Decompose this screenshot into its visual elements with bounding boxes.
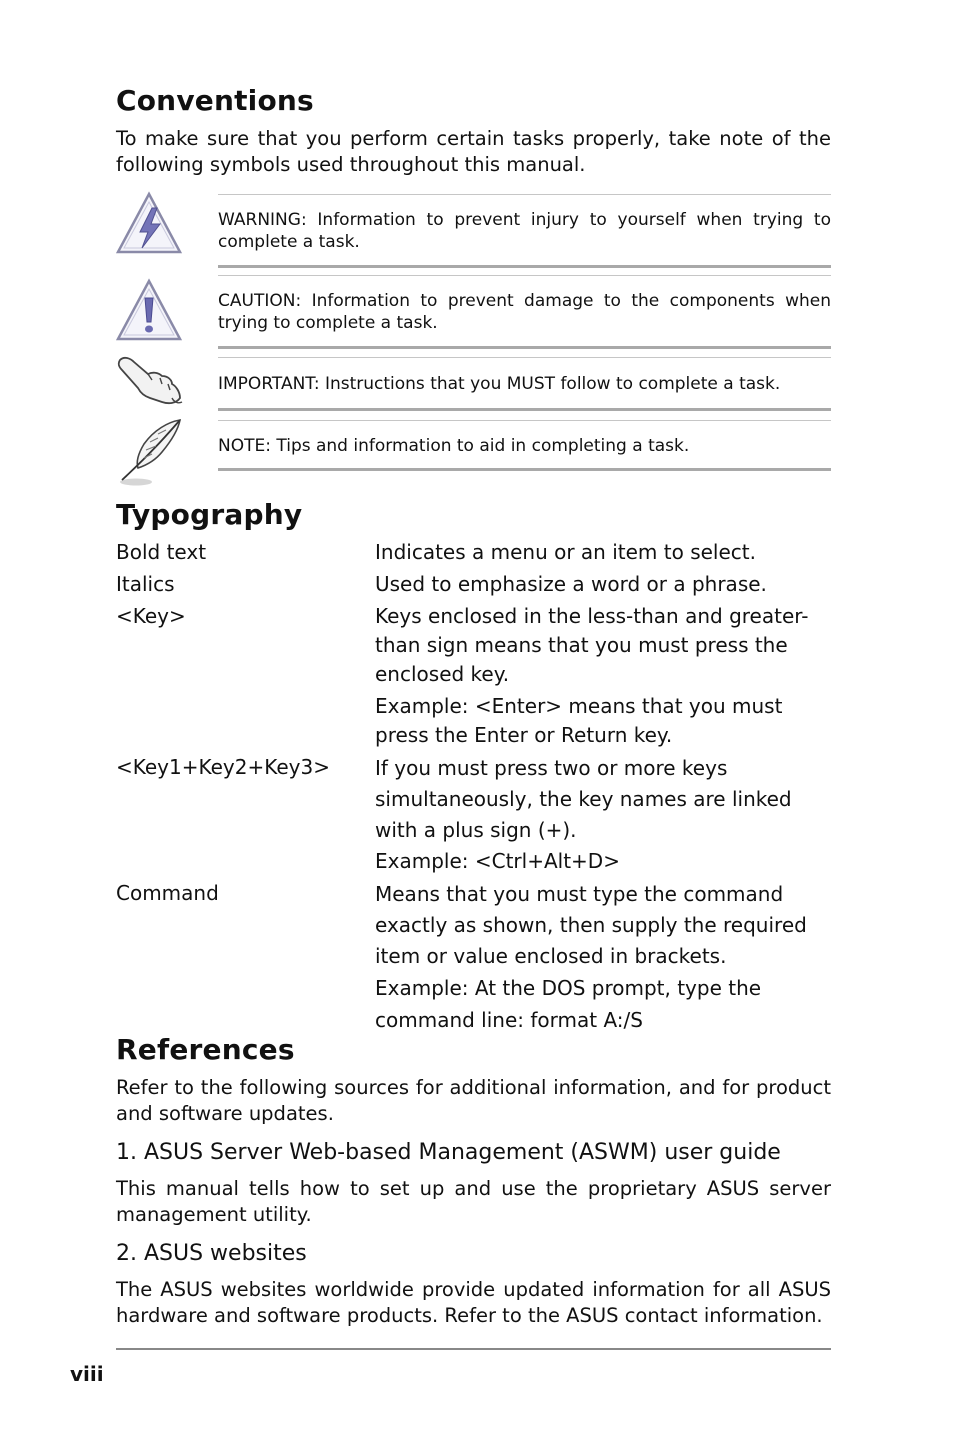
warning-lightning-icon xyxy=(114,190,184,258)
typography-term: Command xyxy=(116,881,219,905)
typography-desc: Used to emphasize a word or a phrase. xyxy=(375,572,767,596)
typography-title: Typography xyxy=(116,498,303,531)
typography-term: <Key> xyxy=(116,604,186,628)
typography-example: Example: <Ctrl+Alt+D> xyxy=(375,849,620,873)
divider xyxy=(218,346,831,349)
divider xyxy=(218,408,831,411)
divider xyxy=(218,275,831,276)
quill-pen-icon xyxy=(114,416,188,488)
reference-text: This manual tells how to set up and use the proprietary ASUS server management utility. xyxy=(116,1177,831,1226)
conventions-intro: To make sure that you perform certain tasks properly, take note of the following symbols used throughout this manual. xyxy=(116,127,831,176)
conventions-title: Conventions xyxy=(116,84,314,117)
typography-term: Italics xyxy=(116,572,175,596)
typography-desc: Keys enclosed in the less-than and greater-than sign means that you must press the enclosed key. xyxy=(375,604,809,686)
caution-exclamation-icon xyxy=(114,278,184,344)
reference-heading: 1. ASUS Server Web-based Management (ASWM) user guide xyxy=(116,1140,781,1165)
divider xyxy=(218,194,831,195)
references-title: References xyxy=(116,1033,295,1066)
divider xyxy=(218,357,831,358)
important-note-text: IMPORTANT: Instructions that you MUST follow to complete a task. xyxy=(218,374,781,394)
typography-term: Bold text xyxy=(116,540,207,564)
divider xyxy=(218,265,831,268)
typography-example: Example: At the DOS prompt, type the command line: format A:/S xyxy=(375,976,762,1032)
references-intro: Refer to the following sources for additional information, and for product and software updates. xyxy=(116,1076,831,1125)
typography-desc: If you must press two or more keys simultaneously, the key names are linked with a plus sign (+). xyxy=(375,756,792,842)
footer-divider xyxy=(116,1348,831,1350)
pointing-hand-icon xyxy=(114,354,186,406)
typography-desc: Means that you must type the command exactly as shown, then supply the required item or value enclosed in brackets. xyxy=(375,882,807,968)
divider xyxy=(218,420,831,421)
typography-example: Example: <Enter> means that you must press the Enter or Return key. xyxy=(375,694,783,747)
typography-term: <Key1+Key2+Key3> xyxy=(116,755,330,779)
reference-text: The ASUS websites worldwide provide updated information for all ASUS hardware and software products. Refer to the ASUS contact information. xyxy=(116,1278,831,1327)
warning-note-text: WARNING: Information to prevent injury to yourself when trying to complete a task. xyxy=(218,210,831,252)
page-number: viii xyxy=(70,1362,104,1386)
reference-heading: 2. ASUS websites xyxy=(116,1241,307,1266)
caution-note-text: CAUTION: Information to prevent damage to the components when trying to complete a task. xyxy=(218,291,831,333)
divider xyxy=(218,468,831,471)
note-note-text: NOTE: Tips and information to aid in completing a task. xyxy=(218,436,690,456)
typography-desc: Indicates a menu or an item to select. xyxy=(375,540,756,564)
